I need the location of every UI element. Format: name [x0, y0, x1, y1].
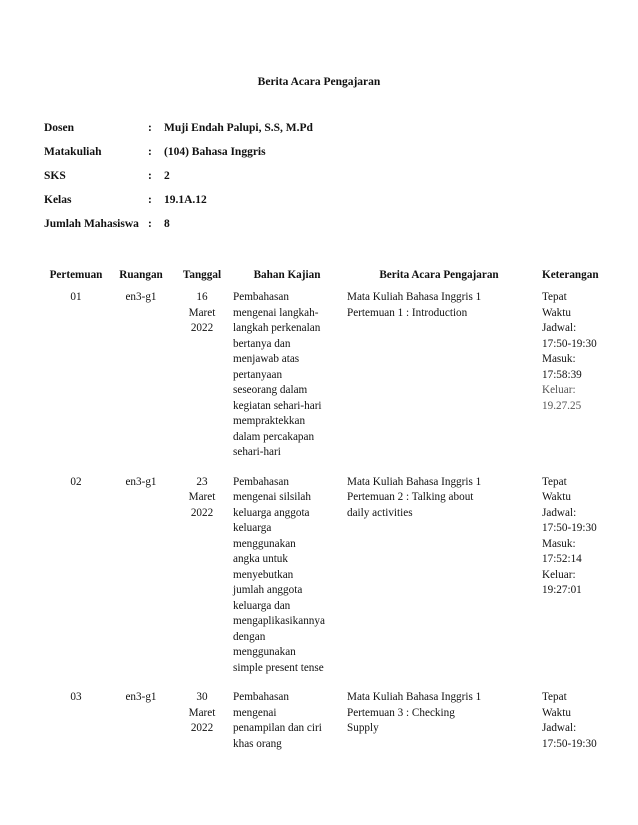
- cell-keterangan-line: Masuk:: [542, 537, 576, 550]
- cell-tanggal-line: 16: [196, 291, 208, 303]
- cell-keterangan-line: Jadwal:: [542, 322, 577, 334]
- table-row: [44, 475, 608, 677]
- cell-berita-acara-line: Pertemuan 3 : Checking: [347, 706, 455, 719]
- cell-keterangan-line: Jadwal:: [542, 506, 577, 519]
- cell-bahan-kajian-line: mengenai langkah-: [233, 306, 319, 319]
- cell-bahan-kajian-line: penampilan dan ciri: [233, 722, 322, 734]
- cell-keterangan-line: Keluar:: [542, 568, 576, 581]
- cell-bahan-kajian-line: bertanya dan: [233, 337, 291, 350]
- cell-keterangan-line: Masuk:: [542, 353, 576, 365]
- info-colon: :: [148, 170, 152, 182]
- cell-tanggal-line: 2022: [190, 506, 214, 519]
- cell-berita-acara-line: Pertemuan 1 : Introduction: [347, 306, 468, 319]
- cell-keterangan-line: 17:50-19:30: [542, 737, 597, 750]
- cell-keterangan: [534, 290, 608, 461]
- cell-bahan-kajian-line: keluarga dan: [233, 599, 291, 612]
- info-value: 8: [164, 218, 170, 230]
- cell-keterangan-line: Waktu: [542, 706, 571, 719]
- header-bahan-kajian: Bahan Kajian: [253, 269, 321, 281]
- cell-ruangan: en3-g1: [125, 475, 157, 488]
- cell-tanggal: [174, 475, 230, 677]
- cell-keterangan-line: Waktu: [542, 306, 571, 319]
- cell-bahan-kajian: [230, 290, 344, 461]
- info-row-sks: [44, 169, 313, 193]
- cell-bahan-kajian-line: keluarga anggota: [233, 506, 310, 519]
- info-value: 19.1A.12: [164, 194, 207, 206]
- info-row-jumlah-mahasiswa: [44, 217, 313, 241]
- cell-berita-acara: [344, 690, 534, 752]
- table-header: [44, 268, 608, 290]
- info-colon: :: [148, 122, 152, 134]
- cell-bahan-kajian-line: mengenai silsilah: [233, 491, 311, 503]
- cell-berita-acara-line: Mata Kuliah Bahasa Inggris 1: [347, 291, 482, 303]
- cell-berita-acara-line: Supply: [347, 722, 379, 734]
- info-row-kelas: [44, 193, 313, 217]
- info-row-matakuliah: [44, 145, 313, 169]
- cell-tanggal-line: Maret: [188, 306, 216, 319]
- cell-berita-acara-line: Mata Kuliah Bahasa Inggris 1: [347, 691, 482, 703]
- cell-tanggal-line: 2022: [190, 722, 214, 734]
- cell-pertemuan: 02: [70, 475, 82, 488]
- cell-keterangan-line: 17:50-19:30: [542, 337, 597, 350]
- cell-bahan-kajian: [230, 475, 344, 677]
- cell-tanggal-line: 23: [196, 475, 208, 488]
- cell-bahan-kajian-line: mengenai: [233, 706, 277, 719]
- header-keterangan: Keterangan: [542, 269, 599, 281]
- cell-tanggal-line: 30: [196, 691, 208, 703]
- cell-tanggal-line: Maret: [188, 491, 216, 503]
- cell-berita-acara-line: Mata Kuliah Bahasa Inggris 1: [347, 475, 482, 488]
- info-colon: :: [148, 218, 152, 230]
- cell-bahan-kajian-line: jumlah anggota: [233, 584, 303, 596]
- header-tanggal: Tanggal: [182, 269, 222, 281]
- cell-bahan-kajian-line: dalam percakapan: [233, 430, 315, 443]
- cell-keterangan-line: 17:58:39: [542, 368, 582, 381]
- cell-berita-acara: [344, 290, 534, 461]
- info-value: (104) Bahasa Inggris: [164, 146, 266, 158]
- cell-bahan-kajian-line: seseorang dalam: [233, 384, 308, 396]
- cell-berita-acara-line: daily activities: [347, 506, 413, 519]
- cell-bahan-kajian-line: mempraktekkan: [233, 415, 306, 427]
- cell-bahan-kajian-line: langkah perkenalan: [233, 322, 321, 334]
- cell-tanggal-line: 2022: [190, 322, 214, 334]
- cell-bahan-kajian-line: Pembahasan: [233, 291, 289, 303]
- cell-bahan-kajian-line: pertanyaan: [233, 368, 283, 381]
- info-colon: :: [148, 146, 152, 158]
- info-block: [44, 121, 313, 241]
- cell-bahan-kajian-line: menggunakan: [233, 537, 296, 550]
- cell-keterangan: [534, 690, 608, 752]
- info-label: Kelas: [44, 194, 72, 206]
- info-value: 2: [164, 170, 170, 182]
- cell-keterangan-line: Tepat: [542, 291, 567, 303]
- cell-bahan-kajian-line: menjawab atas: [233, 353, 300, 365]
- header-ruangan: Ruangan: [119, 269, 163, 281]
- cell-ruangan: en3-g1: [125, 291, 157, 303]
- cell-bahan-kajian-line: menyebutkan: [233, 568, 294, 581]
- cell-ruangan: en3-g1: [125, 691, 157, 703]
- cell-bahan-kajian-line: khas orang: [233, 737, 282, 750]
- cell-keterangan-line: Tepat: [542, 475, 567, 488]
- cell-bahan-kajian-line: sehari-hari: [233, 446, 281, 458]
- cell-berita-acara-line: Pertemuan 2 : Talking about: [347, 491, 474, 503]
- cell-bahan-kajian: [230, 690, 344, 752]
- cell-tanggal: [174, 290, 230, 461]
- cell-bahan-kajian-line: menggunakan: [233, 646, 296, 658]
- cell-pertemuan: 03: [70, 691, 82, 703]
- info-label: Jumlah Mahasiswa: [44, 218, 139, 230]
- cell-keterangan-line: 19:27:01: [542, 584, 582, 596]
- cell-bahan-kajian-line: angka untuk: [233, 553, 288, 565]
- cell-bahan-kajian-line: dengan: [233, 630, 266, 643]
- table-row: [44, 690, 608, 752]
- table-row: [44, 290, 608, 461]
- info-label: SKS: [44, 170, 66, 182]
- header-berita-acara: Berita Acara Pengajaran: [379, 269, 499, 281]
- info-colon: :: [148, 194, 152, 206]
- cell-berita-acara: [344, 475, 534, 677]
- attendance-table: [44, 268, 608, 766]
- cell-keterangan-line: Jadwal:: [542, 722, 577, 734]
- info-value: Muji Endah Palupi, S.S, M.Pd: [164, 122, 313, 134]
- cell-bahan-kajian-line: keluarga: [233, 522, 272, 534]
- cell-keterangan-line: Tepat: [542, 691, 567, 703]
- cell-bahan-kajian-line: Pembahasan: [233, 691, 289, 703]
- table-body: [44, 290, 608, 752]
- cell-keterangan-line: Keluar:: [542, 384, 576, 396]
- cell-keterangan: [534, 475, 608, 677]
- cell-bahan-kajian-line: simple present tense: [233, 661, 324, 674]
- cell-bahan-kajian-line: Pembahasan: [233, 475, 289, 488]
- cell-tanggal-line: Maret: [188, 706, 216, 719]
- cell-tanggal: [174, 690, 230, 752]
- cell-keterangan-line: Waktu: [542, 491, 571, 503]
- cell-bahan-kajian-line: mengaplikasikannya: [233, 615, 325, 627]
- cell-keterangan-line: 19.27.25: [542, 399, 582, 412]
- cell-pertemuan: 01: [70, 291, 82, 303]
- page-title: Berita Acara Pengajaran: [257, 76, 381, 88]
- header-pertemuan: Pertemuan: [49, 269, 103, 281]
- info-row-dosen: [44, 121, 313, 145]
- info-label: Matakuliah: [44, 146, 102, 158]
- cell-keterangan-line: 17:50-19:30: [542, 522, 597, 534]
- cell-keterangan-line: 17:52:14: [542, 553, 582, 565]
- cell-bahan-kajian-line: kegiatan sehari-hari: [233, 399, 322, 412]
- info-label: Dosen: [44, 122, 75, 134]
